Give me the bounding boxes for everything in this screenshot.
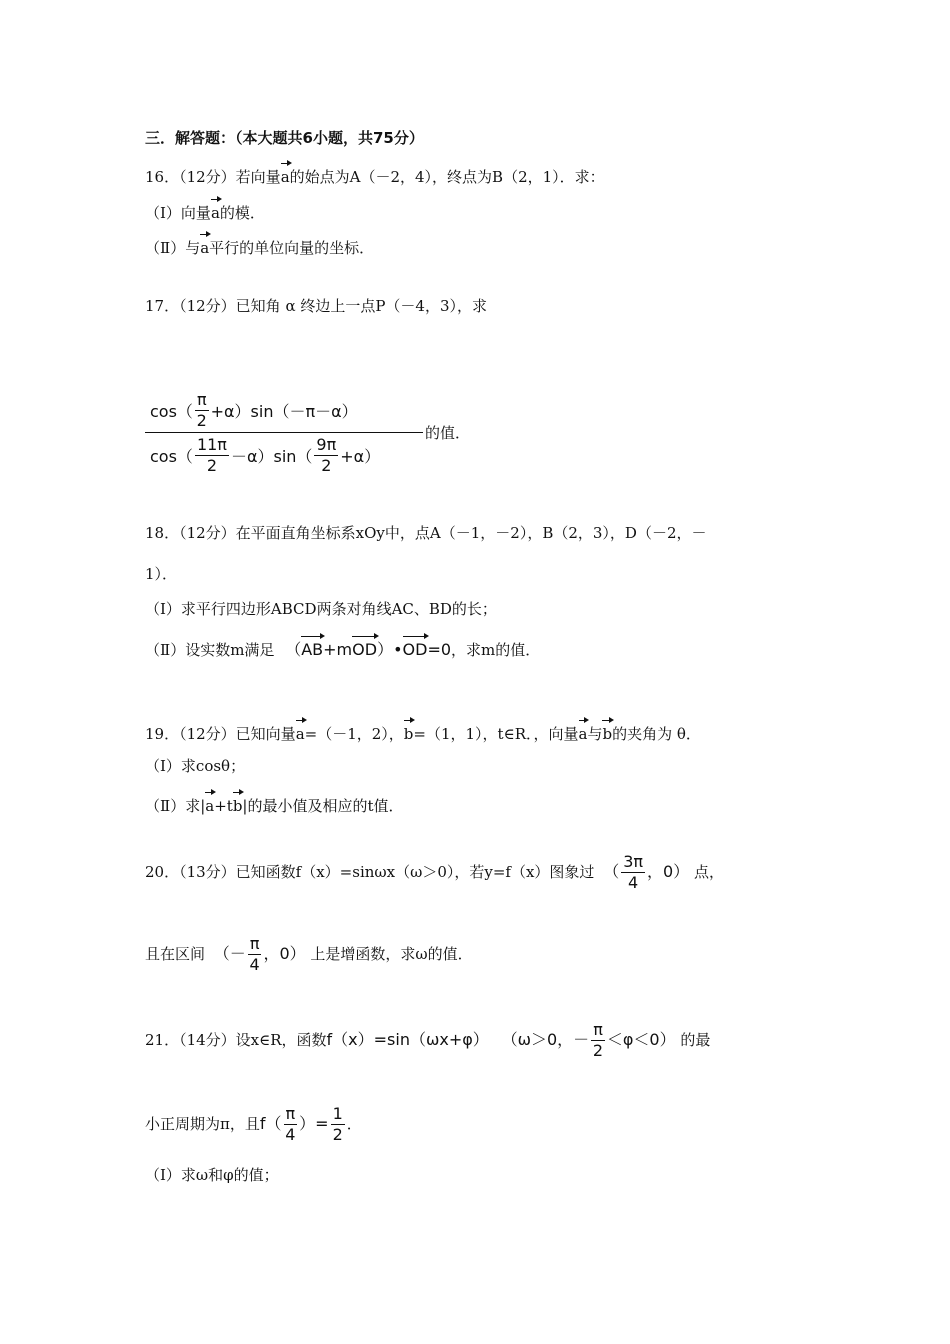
q16-line2 (145, 198, 265, 224)
q16-line1 (145, 162, 605, 188)
q20-line2 (145, 934, 473, 975)
q21-text: 的最 (680, 1031, 711, 1049)
q16-line3 (145, 233, 374, 259)
vector-od: OD (403, 635, 428, 661)
math-text: cos（ (150, 401, 193, 421)
q18-line1: 18．（12分）在平面直角坐标系xOy中，点A（－1，－2），B（2，3），D（－2，－ (145, 524, 707, 542)
vector-a: a (205, 791, 214, 817)
fraction-den: 4 (249, 955, 260, 974)
fraction-num: 11π (196, 434, 227, 454)
q16-text: （Ⅱ）与 (145, 239, 201, 257)
q19-text: 的夹角为 θ． (612, 725, 701, 743)
vector-a: a (200, 233, 209, 259)
q17-expression (145, 388, 470, 477)
vector-a: a (281, 162, 290, 188)
q17-line1: 17．（12分）已知角 α 终边上一点P（－4，3），求 (145, 297, 488, 315)
q20-text: 上是增函数，求ω的值． (310, 945, 473, 963)
q21-value (259, 1104, 347, 1144)
q21-line2 (145, 1104, 362, 1145)
fraction (591, 1020, 605, 1061)
section-heading: 三．解答题：（本大题共6小题，共75分） (145, 129, 424, 147)
fraction-den: 4 (285, 1125, 296, 1144)
q21-function: f（x）=sin（ωx+φ） (326, 1030, 489, 1049)
q18-text: ，求m的值． (451, 641, 541, 659)
q21-text: ． (346, 1115, 362, 1133)
fraction (314, 435, 338, 476)
math-text: +α） (340, 446, 381, 466)
fraction (621, 852, 645, 893)
q17-tail: 的值． (425, 424, 471, 442)
fraction-num: π (249, 934, 260, 953)
math-text: +m (323, 640, 353, 659)
q16-text: 的模． (219, 204, 265, 222)
math-text: cos（ (150, 446, 193, 466)
fraction-den: 2 (332, 1125, 343, 1144)
fraction-num: π (196, 389, 207, 409)
q18-line2: 1）． (145, 565, 178, 583)
fraction (284, 1104, 298, 1145)
q16-text: 的始点为A（－2，4），终点为B（2，1）．求： (289, 168, 605, 186)
q19-text: +t (214, 797, 233, 815)
math-text: （ (603, 862, 620, 881)
q19-text: （Ⅱ）求| (145, 797, 206, 815)
fraction-den: 4 (628, 873, 639, 892)
fraction-den: 2 (196, 410, 207, 430)
math-text: （－ (213, 944, 246, 963)
math-text: ，0） (647, 862, 690, 881)
fraction (195, 435, 229, 476)
q21-line3: （Ⅰ）求ω和φ的值； (145, 1166, 279, 1184)
math-text: ＜φ＜0） (606, 1030, 676, 1049)
vector-a: a (211, 198, 220, 224)
math-text: ，0） (263, 944, 306, 963)
vector-a: a (296, 719, 305, 745)
q19-text: =（－1，2）， (304, 725, 404, 743)
vector-a: a (579, 719, 588, 745)
q19-text: 19．（12分）已知向量 (145, 725, 296, 743)
q18-equation (285, 640, 451, 659)
q18-line3: （Ⅰ）求平行四边形ABCD两条对角线AC、BD的长； (145, 600, 497, 618)
q20-text: 20．（13分）已知函数f（x）=sinωx（ω＞0），若y=f（x）图象过 (145, 863, 595, 881)
math-text: －α）sin（ (230, 446, 313, 466)
q18-line4 (145, 635, 540, 661)
q21-text: 小正周期为π，且 (145, 1115, 260, 1133)
q20-text: 且在区间 (145, 945, 206, 963)
q19-line3 (145, 791, 404, 817)
q19-line1 (145, 719, 701, 745)
math-text: =0 (427, 640, 452, 659)
q16-text: （Ⅰ）向量 (145, 204, 211, 222)
fraction (195, 390, 209, 431)
q17-numerator (145, 388, 423, 432)
fraction-num: 1 (332, 1104, 343, 1123)
q20-interval (213, 934, 306, 974)
q16-text: 平行的单位向量的坐标． (209, 239, 375, 257)
q16-text: 16．（12分）若向量 (145, 168, 281, 186)
fraction-num: 9π (316, 434, 337, 454)
fraction-num: π (285, 1104, 296, 1123)
q17-denominator (145, 433, 423, 477)
q21-line1 (145, 1020, 710, 1061)
q19-text: =（1，1），t∈R．，向量 (413, 725, 579, 743)
vector-od: OD (352, 635, 377, 661)
fraction-den: 2 (592, 1041, 604, 1060)
q21-text: 21．（14分）设x∈R，函数 (145, 1031, 327, 1049)
math-text: （ (285, 640, 302, 659)
q21-condition (501, 1020, 676, 1060)
fraction-den: 2 (321, 455, 332, 475)
vector-b: b (602, 719, 612, 745)
vector-ab: AB (301, 635, 323, 661)
math-text: ）• (377, 640, 403, 659)
q18-text: （Ⅱ）设实数m满足 (145, 641, 275, 659)
fraction-num: π (593, 1020, 603, 1039)
fraction-den: 2 (206, 455, 218, 475)
q19-text: |的最小值及相应的t值． (242, 797, 404, 815)
q19-text: 与 (587, 725, 603, 743)
fraction (248, 934, 262, 975)
math-text: +α）sin（－π－α） (210, 401, 358, 421)
q20-line1 (145, 852, 724, 893)
q20-text: 点， (694, 863, 725, 881)
math-text: （ω＞0，－ (501, 1030, 590, 1049)
math-text: f（ (259, 1114, 282, 1133)
vector-b: b (233, 791, 243, 817)
math-text: ）= (299, 1114, 329, 1133)
vector-b: b (404, 719, 414, 745)
q17-fraction (145, 388, 423, 477)
fraction (331, 1104, 345, 1145)
fraction-num: 3π (623, 852, 644, 871)
q19-line2: （Ⅰ）求cosθ； (145, 757, 246, 775)
